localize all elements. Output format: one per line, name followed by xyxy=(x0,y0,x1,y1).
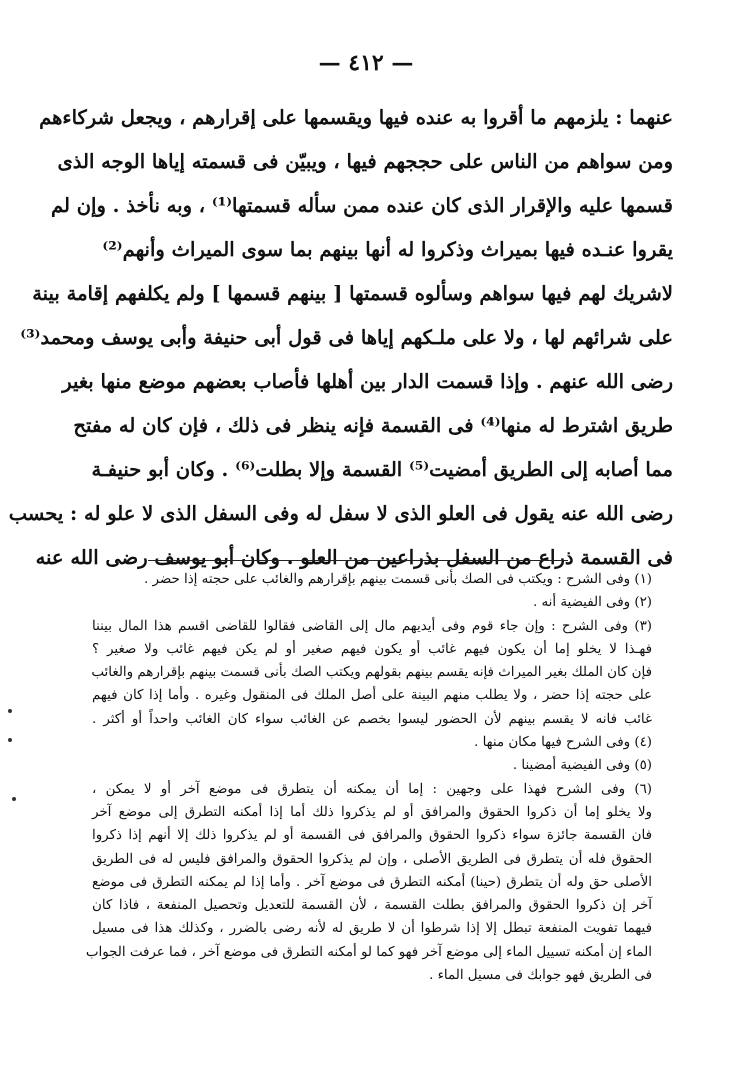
footnote-separator-rule xyxy=(148,560,568,561)
footnote-line: الأصلى حق وله أن يتطرق (حينا) أمكنه التطرق فى موضع آخر . وأما إذا لم يمكنه التطرق فى موضع xyxy=(92,874,652,890)
footnote-line: فهـذا لا يخلو إما أن يكون فيهم غائب أو يكون فيهم صغير أو لم يكن فيهم غائب ولا صغير ؟ xyxy=(92,641,652,657)
footnote-line: الحقوق فله أن يتطرق فى الطريق الأصلى ، وإن لم يذكروا الحقوق والمرافق فليس له فى الطريق xyxy=(92,851,652,867)
footnote-line: (٤) وفى الشرح فيها مكان منها . xyxy=(474,735,652,751)
footnote-line: (٦) وفى الشرح فهذا على وجهين : إما أن يمكنه أن يتطرق فى موضع آخر أو لا يمكن ، xyxy=(92,781,652,797)
footnote-line: (١) وفى الشرح : ويكتب فى الصك بأنى قسمت بينهم بإقرارهم والغائب على حجته إذا حضر . xyxy=(143,572,652,587)
footnote-line: آخر إن ذكروا الحقوق والمرافق بطلت القسمة ، لأن القسمة للتعديل وتحصيل المنفعة ، فاذا كان xyxy=(92,898,652,914)
margin-dot-mark xyxy=(8,709,12,713)
footnote-line: فيهما تفويت المنفعة تبطل إلا إذا شرطوا أن لا طريق له لأنه رضى بالضرر ، وكذلك هذا فى مسيل xyxy=(92,921,652,937)
footnote-line: فإن كان الملك بغير الميراث فإنه يقسم بينهم بقولهم ويكتب الصك بأنى قسمت بينهم بإقرارهم والغائب xyxy=(91,665,652,681)
margin-dot-mark xyxy=(8,738,12,742)
footnotes xyxy=(85,568,652,987)
main-text-line: على شرائهم لها ، ولا على ملـكهم إياها فى قول أبى حنيفة وأبى يوسف ومحمد⁽³⁾ xyxy=(20,326,673,349)
main-text-line: قسمها عليه والإقرار الذى كان عنده ممن سأله قسمتها⁽¹⁾ ، وبه نأخذ . وإن لم xyxy=(51,194,673,217)
footnote-line: غائب فانه لا يقسم بينهم لأن الحضور ليسوا بخصم عن الغائب سواء كان الغائب واحداً أو أكثر . xyxy=(92,711,652,727)
page-number: — ٤١٢ — xyxy=(318,50,414,76)
main-text-line: فى القسمة ذراع من السفل بذراعين من العلو . وكان أبو يوسف رضى الله عنه xyxy=(35,546,673,569)
main-text-line: ومن سواهم من الناس على حججهم فيها ، ويبيّن فى قسمته إياها الوجه الذى xyxy=(57,150,673,173)
main-text-line: يقروا عنـده فيها بميراث وذكروا له أنها بينهم بما سوى الميراث وأنهم⁽²⁾ xyxy=(102,238,673,261)
main-text-line: رضى الله عنهم . وإذا قسمت الدار بين أهلها فأصاب بعضهم موضع منها بغير xyxy=(62,370,673,393)
main-text-line: رضى الله عنه يقول فى العلو الذى لا سفل له وفى السفل الذى لا علو له : يحسب xyxy=(8,502,673,525)
main-text-line: مما أصابه إلى الطريق أمضيت⁽⁵⁾ القسمة وإلا بطلت⁽⁶⁾ . وكان أبو حنيفـة xyxy=(91,458,673,481)
footnote-line: (٥) وفى الفيضية أمضينا . xyxy=(512,758,652,774)
footnote-line: فان القسمة جائزة سواء ذكروا الحقوق والمرافق فى القسمة أو لم يذكروا ذلك إلا أنهم إذا ذكروا xyxy=(92,828,652,844)
margin-dot-mark xyxy=(12,797,16,801)
main-text-body xyxy=(8,96,673,580)
footnote-line: (٢) وفى الفيضية أنه . xyxy=(532,595,652,611)
main-text-line: لاشريك لهم فيها سواهم وسألوه قسمتها [ بينهم قسمها ] ولم يكلفهم إقامة بينة xyxy=(32,282,673,305)
footnote-line: ولا يخلو إما أن ذكروا الحقوق والمرافق أو لم يذكروا ذلك أما إذا أمكنه التطرق إلى موضع آخر xyxy=(92,804,652,820)
footnote-line: (٣) وفى الشرح : وإن جاء قوم وفى أيديهم مال إلى القاضى فقالوا للقاضى اقسم هذا المال بيننا xyxy=(92,618,652,634)
footnote-line: الماء إن أمكنه تسييل الماء إلى موضع آخر فهو كما لو أمكنه التطرق فى موضع آخر ، فما عرفت الجواب xyxy=(85,944,652,960)
main-text-line: عنهما : يلزمهم ما أقروا به عنده فيها ويقسمها على إقرارهم ، ويجعل شركاءهم xyxy=(39,106,673,129)
footnote-line: فى الطريق فهو جوابك فى مسيل الماء . xyxy=(429,968,652,984)
footnote-line: على حجته إذا حضر ، ولا يطلب منهم البينة على أصل الملك فى المنقول وغيره . وأما إذا كان فيهم xyxy=(92,688,652,704)
main-text-line: طريق اشترط له منها⁽⁴⁾ فى القسمة فإنه ينظر فى ذلك ، فإن كان له مفتح xyxy=(73,414,673,437)
